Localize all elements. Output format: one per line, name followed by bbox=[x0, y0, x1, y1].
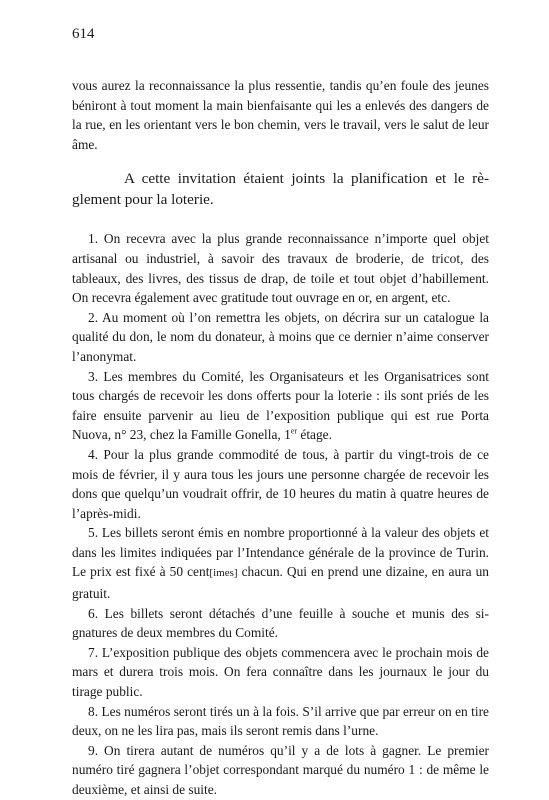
rule-item-2: 2. Au moment où l’on remettra les objets, on décrira sur un catalogue la qualité du don, le nom du donateur, à moins que ce dernier n’aime conserver l’anonymat. bbox=[72, 309, 489, 364]
ordinal-superscript: er bbox=[290, 426, 298, 436]
intro-paragraph: vous aurez la reconnaissance la plus ressentie, tandis qu’en foule des jeunes béniront à tout moment la main bienfaisante qui les a enlevés des dangers de la rue, en les orientant vers le bon chemin, vers le travail, vers le salut de leur âme. bbox=[72, 78, 489, 152]
rule-item-3 bbox=[72, 367, 489, 445]
rule-item-1: 1. On recevra avec la plus grande reconnaissance n’importe quel objet artisanal ou industriel, à savoir des travaux de broderie, de tricot, des tableaux, des livres, des tissus de drap, de toile et tout objet d’habillement. On recevra également avec gratitude tout ouvrage en or, en argent, etc. bbox=[72, 231, 489, 306]
rule-item-9: 9. On tirera autant de numéros qu’il y a de lots à gagner. Le premier numéro tiré gagnera l’objet correspondant marqué du numéro 1 : de même le deuxième, et ainsi de suite. bbox=[72, 742, 489, 797]
rule-item-4: 4. Pour la plus grande commodité de tous, à partir du vingt-trois de ce mois de février, il y aura tous les jours une personne chargée de recevoir les dons que quelqu’un voudrait offrir, de 10 heures du matin à quatre heures de l’après-midi. bbox=[72, 446, 489, 521]
editorial-bracket: [imes] bbox=[209, 567, 238, 580]
rule-3-text: 3. Les membres du Comité, les Organisateurs et les Organisatrices sont tous chargés de recevoir les dons offerts pour la loterie : ils sont priés de les faire ensuite parvenir au lieu de l’exposition publique qui est rue Porta Nuova, n° 23, chez la Famille Gonella, 1 bbox=[72, 368, 489, 443]
document-body bbox=[72, 76, 489, 800]
rule-item-8: 8. Les numéros seront tirés un à la fois. S’il arrive que par erreur on en tire deux, on ne les lira pas, mais ils seront remis dans l’urne. bbox=[72, 703, 489, 739]
rule-item-5 bbox=[72, 523, 489, 603]
rule-5-text-end: chacun. Qui en prend une dizaine, en aura un gratuit. bbox=[72, 564, 490, 602]
rule-item-7: 7. L’exposition publique des objets commencera avec le prochain mois de mars et durera trois mois. On fera connaître dans les journaux le jour du tirage public. bbox=[72, 644, 489, 700]
rule-item-6: 6. Les billets seront détachés d’une feuille à souche et munis des signatures de deux membres du Comité. bbox=[72, 605, 489, 641]
rule-5-text: 5. Les billets seront émis en nombre proportionné à la valeur des objets et dans les limites indiquées par l’Intendance générale de la province de Turin. Le prix est fixé à 50 cent bbox=[72, 525, 489, 580]
section-heading: A cette invitation étaient joints la planification et le règlement pour la loterie. bbox=[72, 170, 489, 209]
page-number: 614 bbox=[72, 26, 95, 42]
rule-3-text-end: étage. bbox=[297, 427, 332, 443]
